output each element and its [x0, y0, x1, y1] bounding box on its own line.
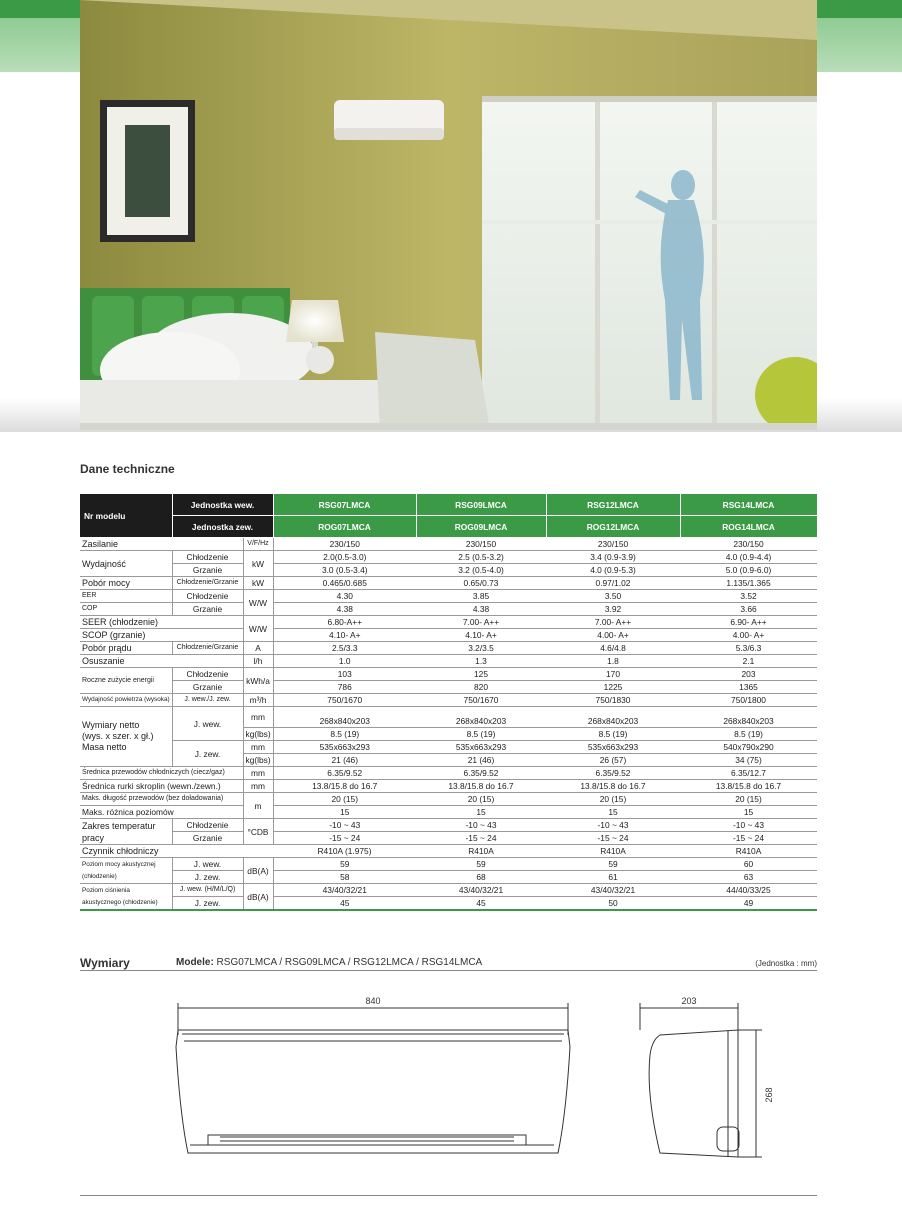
- row-unit: dB(A): [243, 884, 273, 911]
- cell: 8.5 (19): [273, 728, 416, 741]
- cell: 15: [273, 806, 416, 819]
- cell: 230/150: [273, 538, 416, 551]
- row-label: [80, 858, 172, 884]
- cell: 3.52: [680, 590, 817, 603]
- cell: 8.5 (19): [680, 728, 817, 741]
- table-row: [80, 858, 817, 871]
- row-sub: Chłodzenie: [172, 668, 243, 681]
- cell: 203: [680, 668, 817, 681]
- row-label: Maks. różnica poziomów: [80, 806, 243, 819]
- cell: 0.65/0.73: [416, 577, 546, 590]
- bottom-divider: [80, 1195, 817, 1196]
- cell: 3.66: [680, 603, 817, 616]
- cell: 60: [680, 858, 817, 871]
- table-row: [80, 832, 817, 845]
- cell: 786: [273, 681, 416, 694]
- cell: R410A: [416, 845, 546, 858]
- bedroom-photo: [80, 0, 817, 430]
- cell: 230/150: [416, 538, 546, 551]
- cell: 2.5 (0.5-3.2): [416, 551, 546, 564]
- cell: 6.35/9.52: [546, 767, 680, 780]
- cell: 45: [416, 897, 546, 911]
- row-label-line: (chłodzenie): [82, 872, 117, 880]
- row-unit: kg(lbs): [243, 754, 273, 767]
- row-sub: Chłodzenie: [172, 819, 243, 832]
- row-label: Zasilanie: [80, 538, 243, 551]
- width-label: 840: [365, 996, 381, 1006]
- cell: -15 ~ 24: [680, 832, 817, 845]
- cell: 1.135/1.365: [680, 577, 817, 590]
- table-row: [80, 694, 817, 707]
- cell: 4.30: [273, 590, 416, 603]
- cell: 4.0 (0.9-5.3): [546, 564, 680, 577]
- cell: 4.38: [273, 603, 416, 616]
- cell: 535x663x293: [273, 741, 416, 754]
- cell: 13.8/15.8 do 16.7: [273, 780, 416, 793]
- cell: 2.1: [680, 655, 817, 668]
- row-unit: m: [243, 793, 273, 819]
- outdoor-model: ROG07LMCA: [273, 516, 416, 538]
- cell: 15: [546, 806, 680, 819]
- outdoor-model: ROG14LMCA: [680, 516, 817, 538]
- row-label: SCOP (grzanie): [80, 629, 243, 642]
- cell: 2.5/3.3: [273, 642, 416, 655]
- depth-label: 203: [681, 996, 697, 1006]
- cell: R410A: [680, 845, 817, 858]
- table-row: [80, 871, 817, 884]
- cell: 820: [416, 681, 546, 694]
- row-unit: A: [243, 642, 273, 655]
- cell: 4.00- A+: [546, 629, 680, 642]
- table-row: [80, 577, 817, 590]
- cell: 268x840x203: [546, 707, 680, 728]
- row-sub: J. wew.: [172, 707, 243, 741]
- row-unit: mm: [243, 741, 273, 754]
- cell: 3.0 (0.5-3.4): [273, 564, 416, 577]
- cell: 3.50: [546, 590, 680, 603]
- row-sub: J. wew.: [172, 858, 243, 871]
- row-label: Wydajność powietrza (wysoka): [80, 694, 172, 707]
- spec-table: [80, 494, 818, 911]
- cell: 2.0(0.5-3.0): [273, 551, 416, 564]
- cell: 63: [680, 871, 817, 884]
- cell: 7.00- A++: [546, 616, 680, 629]
- cell: 43/40/32/21: [416, 884, 546, 897]
- cell: 6.35/12.7: [680, 767, 817, 780]
- cell: 268x840x203: [416, 707, 546, 728]
- cell: 103: [273, 668, 416, 681]
- cell: 4.6/4.8: [546, 642, 680, 655]
- cell: 6.80-A++: [273, 616, 416, 629]
- row-unit: V/F/Hz: [243, 538, 273, 551]
- row-sub: J. zew.: [172, 741, 243, 767]
- cell: 21 (46): [416, 754, 546, 767]
- table-row: [80, 793, 817, 806]
- cell: 20 (15): [273, 793, 416, 806]
- row-unit: mm: [243, 780, 273, 793]
- table-row: [80, 819, 817, 832]
- table-row: [80, 655, 817, 668]
- row-sub: J. wew./J. zew.: [172, 694, 243, 707]
- row-label: Pobór mocy: [80, 577, 172, 590]
- header-row-outdoor: [80, 516, 817, 538]
- row-unit: kW: [243, 577, 273, 590]
- cell: 44/40/33/25: [680, 884, 817, 897]
- cell: 43/40/32/21: [273, 884, 416, 897]
- cell: 50: [546, 897, 680, 911]
- cell: 535x663x293: [546, 741, 680, 754]
- cell: 4.0 (0.9-4.4): [680, 551, 817, 564]
- cell: 43/40/32/21: [546, 884, 680, 897]
- cell: 268x840x203: [680, 707, 817, 728]
- cell: -10 ~ 43: [546, 819, 680, 832]
- height-label: 268: [764, 1087, 774, 1103]
- cell: 6.35/9.52: [273, 767, 416, 780]
- row-label: Średnica przewodów chłodniczych (ciecz/gaz): [80, 767, 243, 780]
- row-sub: Chłodzenie/Grzanie: [172, 577, 243, 590]
- cell: 5.0 (0.9-6.0): [680, 564, 817, 577]
- cell: 750/1800: [680, 694, 817, 707]
- spec-section-title: Dane techniczne: [80, 462, 175, 476]
- row-label-line: Poziom ciśnienia: [82, 886, 130, 894]
- cell: 1.3: [416, 655, 546, 668]
- cell: 0.97/1.02: [546, 577, 680, 590]
- divider: [80, 970, 817, 971]
- row-label: Roczne zużycie energii: [80, 668, 172, 694]
- table-row: [80, 806, 817, 819]
- row-unit: °CDB: [243, 819, 273, 845]
- cell: 4.10- A+: [416, 629, 546, 642]
- row-sub: Grzanie: [172, 603, 243, 616]
- cell: 15: [416, 806, 546, 819]
- table-row: [80, 767, 817, 780]
- cell: 13.8/15.8 do 16.7: [416, 780, 546, 793]
- cell: 26 (57): [546, 754, 680, 767]
- row-sub: Chłodzenie: [172, 590, 243, 603]
- table-row: [80, 845, 817, 858]
- row-label-line: Masa netto: [82, 742, 127, 752]
- row-sub: Grzanie: [172, 564, 243, 577]
- row-label: Średnica rurki skroplin (wewn./zewn.): [80, 780, 243, 793]
- cell: 13.8/15.8 do 16.7: [546, 780, 680, 793]
- cell: R410A: [546, 845, 680, 858]
- cell: 230/150: [680, 538, 817, 551]
- cell: 58: [273, 871, 416, 884]
- row-label: Czynnik chłodniczy: [80, 845, 273, 858]
- row-unit: dB(A): [243, 858, 273, 884]
- row-label: [80, 707, 172, 767]
- cell: 750/1670: [416, 694, 546, 707]
- cell: 6.90- A++: [680, 616, 817, 629]
- indoor-label: Jednostka wew.: [172, 494, 273, 516]
- row-label: EER: [80, 590, 172, 603]
- cell: -10 ~ 43: [273, 819, 416, 832]
- model-label: Nr modelu: [80, 494, 172, 538]
- row-unit: kg(lbs): [243, 728, 273, 741]
- cell: 0.465/0.685: [273, 577, 416, 590]
- indoor-model: RSG07LMCA: [273, 494, 416, 516]
- cell: 34 (75): [680, 754, 817, 767]
- cell: 125: [416, 668, 546, 681]
- cell: 49: [680, 897, 817, 911]
- cell: 268x840x203: [273, 707, 416, 728]
- row-label: Wydajność: [80, 551, 172, 577]
- row-label: COP: [80, 603, 172, 616]
- cell: 3.4 (0.9-3.9): [546, 551, 680, 564]
- row-unit: l/h: [243, 655, 273, 668]
- row-sub: J. zew.: [172, 897, 243, 911]
- table-row: [80, 564, 817, 577]
- row-sub: J. wew. (H/M/L/Q): [172, 884, 243, 897]
- row-unit: kW: [243, 551, 273, 577]
- table-row: [80, 741, 817, 754]
- cell: -15 ~ 24: [546, 832, 680, 845]
- header-row-indoor: [80, 494, 817, 516]
- cell: 21 (46): [273, 754, 416, 767]
- row-label-line: Poziom mocy akustycznej: [82, 860, 156, 868]
- side-view-outline: [649, 1030, 738, 1157]
- row-sub: Chłodzenie/Grzanie: [172, 642, 243, 655]
- row-sub: Grzanie: [172, 832, 243, 845]
- table-row: [80, 616, 817, 629]
- cell: 8.5 (19): [416, 728, 546, 741]
- cell: 59: [273, 858, 416, 871]
- outdoor-label: Jednostka zew.: [172, 516, 273, 538]
- cell: 4.10- A+: [273, 629, 416, 642]
- row-label-line: Zakres temperatur: [82, 820, 156, 831]
- cell: 1.8: [546, 655, 680, 668]
- row-label: Pobór prądu: [80, 642, 172, 655]
- table-row: [80, 629, 817, 642]
- unit-note: (Jednostka : mm): [755, 959, 817, 968]
- table-row: [80, 603, 817, 616]
- dimension-drawing: [160, 995, 780, 1165]
- cell: 3.92: [546, 603, 680, 616]
- row-unit: mm: [243, 707, 273, 728]
- row-sub: Grzanie: [172, 681, 243, 694]
- cell: -10 ~ 43: [680, 819, 817, 832]
- cell: -15 ~ 24: [416, 832, 546, 845]
- row-unit: W/W: [243, 590, 273, 616]
- row-label: [80, 884, 172, 911]
- row-unit: kWh/a: [243, 668, 273, 694]
- cell: 535x663x293: [416, 741, 546, 754]
- row-label: SEER (chłodzenie): [80, 616, 243, 629]
- cell: 20 (15): [416, 793, 546, 806]
- models-label: Modele:: [176, 957, 214, 968]
- cell: 61: [546, 871, 680, 884]
- cell: 6.35/9.52: [416, 767, 546, 780]
- cell: 750/1670: [273, 694, 416, 707]
- table-row: [80, 884, 817, 897]
- cell: 540x790x290: [680, 741, 817, 754]
- table-row: [80, 590, 817, 603]
- outdoor-model: ROG12LMCA: [546, 516, 680, 538]
- cell: 3.85: [416, 590, 546, 603]
- cell: R410A (1.975): [273, 845, 416, 858]
- cell: 8.5 (19): [546, 728, 680, 741]
- cell: 7.00- A++: [416, 616, 546, 629]
- table-row: [80, 897, 817, 911]
- cell: 5.3/6.3: [680, 642, 817, 655]
- cell: 68: [416, 871, 546, 884]
- row-unit: m³/h: [243, 694, 273, 707]
- cell: 1225: [546, 681, 680, 694]
- table-row: [80, 668, 817, 681]
- cell: 170: [546, 668, 680, 681]
- table-row: [80, 681, 817, 694]
- cell: 4.00- A+: [680, 629, 817, 642]
- table-row: [80, 780, 817, 793]
- row-label: [80, 819, 172, 845]
- cell: 230/150: [546, 538, 680, 551]
- cell: 750/1830: [546, 694, 680, 707]
- cell: 3.2/3.5: [416, 642, 546, 655]
- row-sub: Chłodzenie: [172, 551, 243, 564]
- cell: 1365: [680, 681, 817, 694]
- row-unit: W/W: [243, 616, 273, 642]
- row-label-line: (wys. x szer. x gł.): [82, 731, 154, 741]
- cell: 59: [546, 858, 680, 871]
- cell: 1.0: [273, 655, 416, 668]
- table-row: [80, 551, 817, 564]
- cell: 15: [680, 806, 817, 819]
- cell: 13.8/15.8 do 16.7: [680, 780, 817, 793]
- cell: 4.38: [416, 603, 546, 616]
- row-label-line: akustycznego (chłodzenie): [82, 898, 158, 906]
- table-row: [80, 707, 817, 728]
- dimensions-models: [176, 957, 482, 968]
- table-row: [80, 642, 817, 655]
- dimensions-title: Wymiary: [80, 956, 130, 970]
- row-label-line: Wymiary netto: [82, 720, 140, 730]
- outdoor-model: ROG09LMCA: [416, 516, 546, 538]
- cell: 20 (15): [546, 793, 680, 806]
- row-unit: mm: [243, 767, 273, 780]
- cell: 59: [416, 858, 546, 871]
- row-sub: J. zew.: [172, 871, 243, 884]
- cell: 20 (15): [680, 793, 817, 806]
- indoor-model: RSG14LMCA: [680, 494, 817, 516]
- row-label: Osuszanie: [80, 655, 243, 668]
- row-label: Maks. długość przewodów (bez doładowania): [80, 793, 243, 806]
- row-label-line: pracy: [82, 832, 105, 843]
- table-row: [80, 538, 817, 551]
- models-text: RSG07LMCA / RSG09LMCA / RSG12LMCA / RSG14LMCA: [213, 957, 483, 968]
- cell: 3.2 (0.5-4.0): [416, 564, 546, 577]
- cell: -10 ~ 43: [416, 819, 546, 832]
- cell: 45: [273, 897, 416, 911]
- indoor-model: RSG12LMCA: [546, 494, 680, 516]
- cell: -15 ~ 24: [273, 832, 416, 845]
- indoor-model: RSG09LMCA: [416, 494, 546, 516]
